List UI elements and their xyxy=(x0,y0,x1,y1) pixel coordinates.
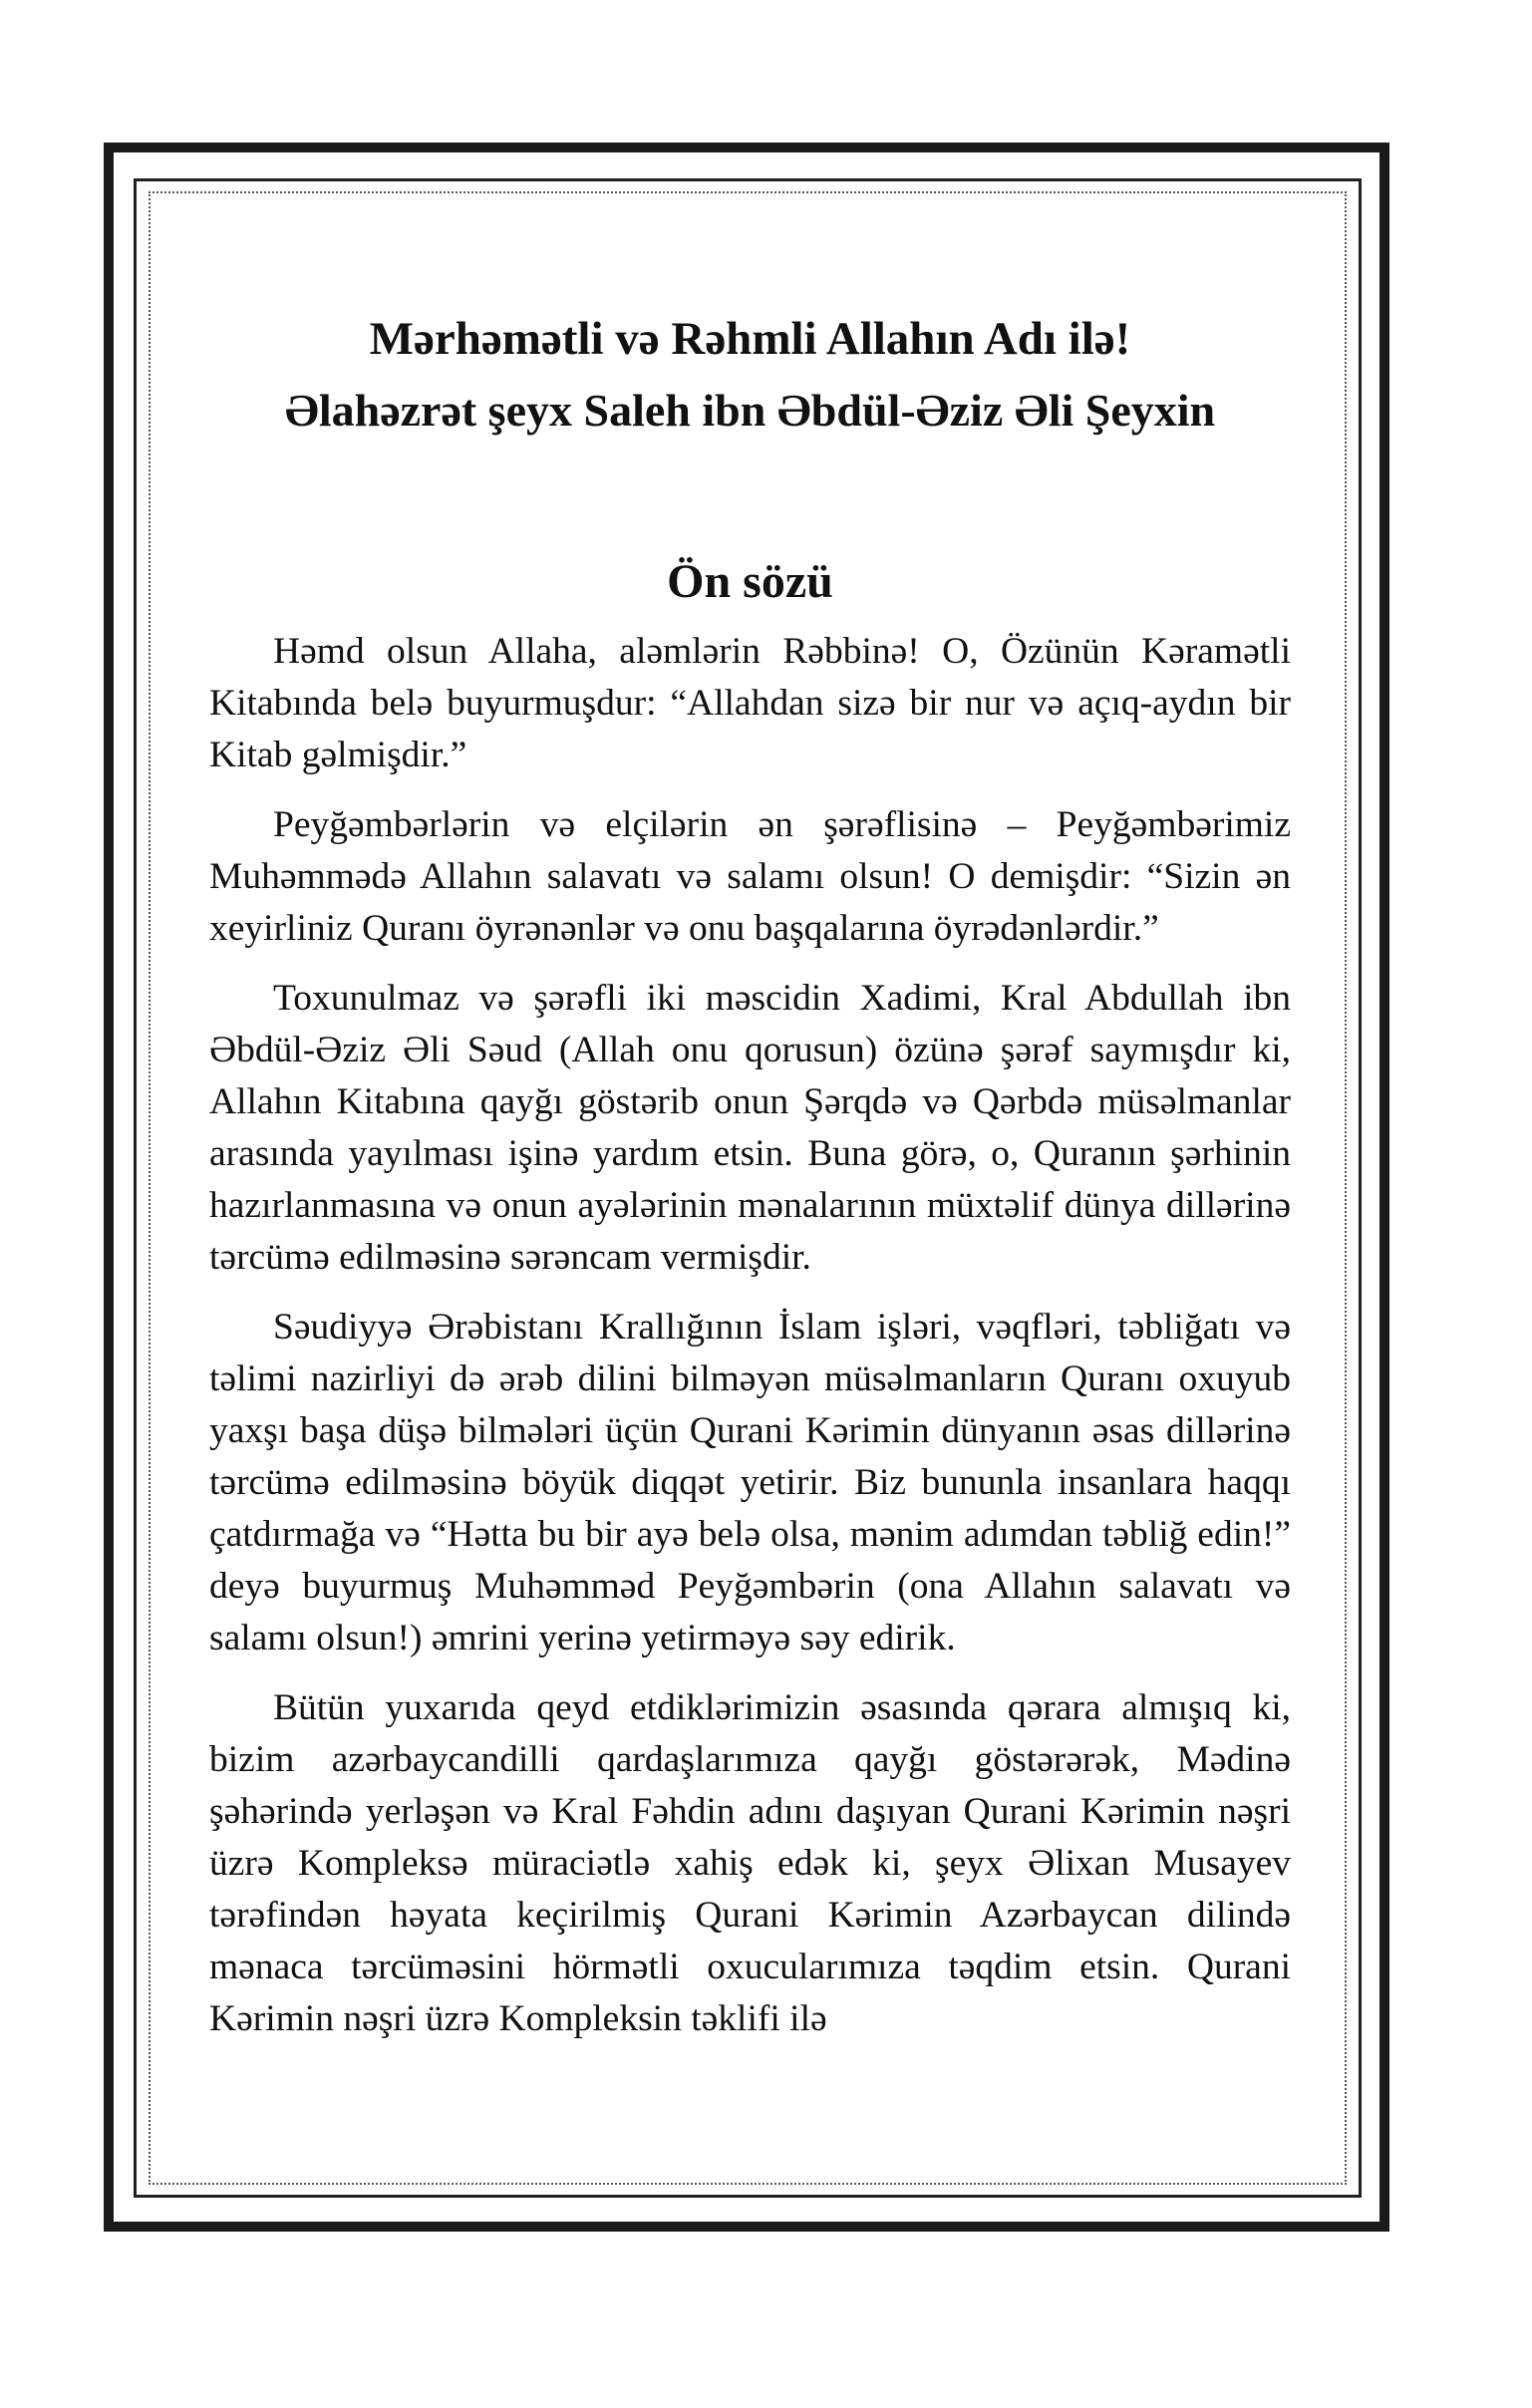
paragraph-1: Həmd olsun Allaha, aləmlərin Rəbbinə! O, Özünün Kəramətli Kitabında belə buyurmuşdur: “Allahdan sizə bir nur və açıq-aydın bir Kitab gəlmişdir.” xyxy=(209,631,1291,775)
paragraph-3: Toxunulmaz və şərəfli iki məscidin Xadimi, Kral Abdullah ibn Əbdül-Əziz Əli Səud (Allah onu qorusun) özünə şərəf saymışdır ki, Allahın Kitabına qayğı göstərib onun Şərqdə və Qərbdə müsəlmanlar arasında yayılması işinə yardım etsin. Buna görə, o, Quranın şərhinin hazırlanmasına və onun ayələrinin mənalarının müxtəlif dünya dillərinə tərcümə edilməsinə sərəncam vermişdir. xyxy=(209,978,1291,1278)
document-subtitle: Əlahəzrət şeyx Saleh ibn Əbdül-Əziz Əli Şeyxin xyxy=(284,385,1216,436)
paragraph-4: Səudiyyə Ərəbistanı Krallığının İslam işləri, vəqfləri, təbliğatı və təlimi nazirliyi də ərəb dilini bilməyən müsəlmanların Quranı oxuyub yaxşı başa düşə bilmələri üçün Qurani Kərimin dünyanın əsas dillərinə tərcümə edilməsinə böyük diqqət yetirir. Biz bununla insanlara haqqı çatdırmağa və “Hətta bu bir ayə belə olsa, mənim adımdan təbliğ edin!” deyə buyurmuş Muhəmməd Peyğəmbərin (ona Allahın salavatı və salamı olsun!) əmrini yerinə yetirməyə səy edirik. xyxy=(209,1307,1291,1658)
section-heading: Ön sözü xyxy=(667,555,833,608)
page-content xyxy=(209,309,1291,2045)
paragraph-2: Peyğəmbərlərin və elçilərin ən şərəflisinə – Peyğəmbərimiz Muhəmmədə Allahın salavatı və salamı olsun! O demişdir: “Sizin ən xeyirliniz Quranı öyrənənlər və onu başqalarına öyrədənlərdir.” xyxy=(209,804,1291,949)
document-title: Mərhəmətli və Rəhmli Allahın Adı ilə! xyxy=(369,313,1131,365)
paragraph-5: Bütün yuxarıda qeyd etdiklərimizin əsasında qərara almışıq ki, bizim azərbaycandilli qardaşlarımıza qayğı göstərərək, Mədinə şəhərində yerləşən və Kral Fəhdin adını daşıyan Qurani Kərimin nəşri üzrə Kompleksə müraciətlə xahiş edək ki, şeyx Əlixan Musayev tərəfindən həyata keçirilmiş Qurani Kərimin Azərbaycan dilində mənaca tərcüməsini hörmətli oxucularımıza təqdim etsin. Qurani Kərimin nəşri üzrə Kompleksin təklifi ilə xyxy=(209,1687,1291,2039)
